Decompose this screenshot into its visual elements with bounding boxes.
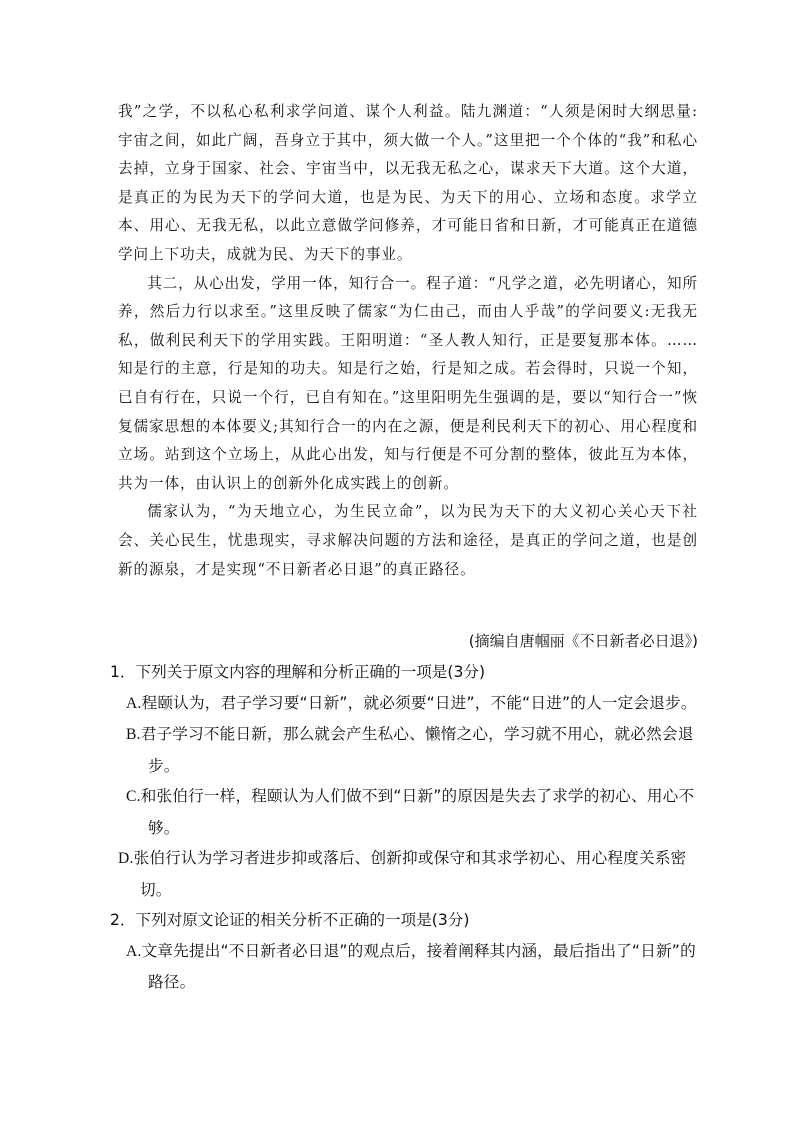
option-text: 和张伯行一样，程颐认为人们做不到“日新”的原因是失去了求学的初心、用心不够。 [140,787,695,837]
passage-paragraph: 儒家认为，“为天地立心，为生民立命”，以为民为天下的大义初心关心天下社会、关心民生，忧患现实，寻求解决问题的方法和途径，是真正的学问之道，也是创新的源泉，才是实现“不日新者必日退”的真正路径。 [118,503,698,578]
option-letter: D. [118,850,134,867]
option-c[interactable] [110,781,700,843]
option-text: 文章先提出“不日新者必日退”的观点后，接着阐释其内涵，最后指出了“日新”的路径。 [141,941,696,991]
option-letter: A. [126,694,142,712]
option-b[interactable] [110,719,700,781]
option-letter: C. [126,788,141,805]
option-text: 君子学习不能日新，那么就会产生私心、懒惰之心，学习就不用心，就必然会退步。 [140,725,694,775]
option-letter: B. [126,726,141,743]
passage-paragraph: 我”之学，不以私心私利求学问道、谋个人利益。陆九渊道：“人须是闲时大纲思量:宇宙之间，如此广阔，吾身立于其中，须大做一个人。”这里把一个个体的“我”和私心去掉，立身于国家、社会、宇宙当中，以无我无私之心，谋求天下大道。这个大道，是真正的为民为天下的学问大道，也是为民、为天下的用心、立场和态度。求学立本、用心、无我无私，以此立意做学问修养，才可能日省和日新，才可能真正在道德学问上下功夫，成就为民、为天下的事业。 [118,103,698,263]
question-list [110,657,700,998]
passage-source: (摘编自唐帼丽《不日新者必日退》) [468,632,698,650]
question-1 [110,657,700,905]
option-text: 程颐认为，君子学习要“日新”，就必须要“日进”，不能“日进”的人一定会退步。 [141,693,697,712]
option-a[interactable] [110,688,700,720]
option-a[interactable] [110,936,700,998]
question-stem: 2．下列对原文论证的相关分析不正确的一项是(3分) [110,911,470,929]
option-text: 张伯行认为学习者进步抑或落后、创新抑或保守和其求学初心、用心程度关系密切。 [133,849,687,899]
question-2 [110,905,700,998]
passage-paragraph: 其二，从心出发，学用一体，知行合一。程子道：“凡学之道，必先明诸心，知所养，然后力行以求至。”这里反映了儒家“为仁由己，而由人乎哉”的学问要义:无我无私，做利民利天下的学用实践。王阳明道：“圣人教人知行，正是要复那本体。……知是行的主意，行是知的功夫。知是行之始，行是知之成。若会得时，只说一个知，已自有行在，只说一个行，已自有知在。”这里阳明先生强调的是，要以“知行合一”恢复儒家思想的本体要义;其知行合一的内在之源，便是利民利天下的初心、用心程度和立场。站到这个立场上，从此心出发，知与行便是不可分割的整体，彼此互为本体，共为一体，由认识上的创新外化成实践上的创新。 [118,274,698,492]
question-stem: 1．下列关于原文内容的理解和分析正确的一项是(3分) [110,663,486,681]
option-d[interactable] [110,843,700,905]
reading-passage [118,98,698,584]
option-letter: A. [126,942,142,960]
